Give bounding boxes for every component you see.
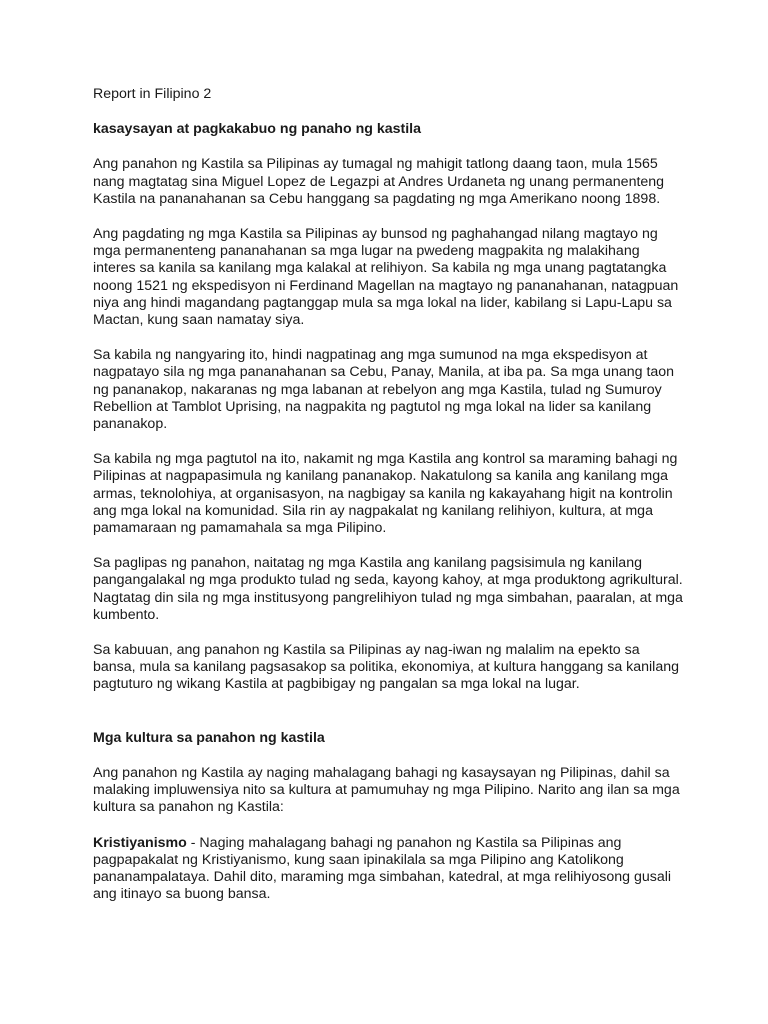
- paragraph: Ang panahon ng Kastila sa Pilipinas ay tumagal ng mahigit tatlong daang taon, mula 1565 nang magtatag sina Miguel Lopez de Legazpi at Andres Urdaneta ng unang permanenteng Kastila na pananahanan sa Cebu hanggang sa pagdating ng mga Amerikano noong 1898.: [93, 156, 665, 207]
- paragraph: Sa paglipas ng panahon, naitatag ng mga Kastila ang kanilang pagsisimula ng kanilang pangangalakal ng mga produkto tulad ng seda, kayong kahoy, at mga produktong agrikultural. Nagtatag din sila ng mga institusyong pangrelihiyon tulad ng mga simbahan, paaralan, at mga kumbento.: [93, 555, 683, 623]
- section-heading-culture: Mga kultura sa panahon ng kastila: [93, 729, 325, 746]
- paragraph: Ang pagdating ng mga Kastila sa Pilipinas ay bunsod ng paghahangad nilang magtayo ng mga permanenteng pananahanan sa mga lugar na pwedeng magpakita ng malakihang interes sa kanila sa kanilang mga kalakal at relihiyon. Sa kabila ng mga unang pagtatangka noong 1521 ng ekspedisyon ni Ferdinand Magellan na magtayo ng pananahanan, natagpuan niya ang hindi magandang pagtanggap mula sa mga lokal na lider, kabilang si Lapu-Lapu sa Mactan, kung saan namatay siya.: [93, 226, 679, 329]
- paragraph: Sa kabuuan, ang panahon ng Kastila sa Pilipinas ay nag-iwan ng malalim na epekto sa bansa, mula sa kanilang pagsasakop sa politika, ekonomiya, at kultura hanggang sa kanilang pagtuturo ng wikang Kastila at pagbibigay ng pangalan sa mga lokal na lugar.: [93, 642, 680, 693]
- paragraph: Ang panahon ng Kastila ay naging mahalagang bahagi ng kasaysayan ng Pilipinas, dahil sa malaking impluwensiya nito sa kultura at pamumuhay ng mga Pilipino. Narito ang ilan sa mga kultura sa panahon ng Kastila:: [93, 764, 680, 816]
- kristiyanismo-description: - Naging mahalagang bahagi ng panahon ng Kastila sa Pilipinas ang pagpapakalat ng Kristiyanismo, kung saan ipinakilala sa mga Pilipino ang Katolikong pananampalataya. Dahil dito, maraming mga simbahan, katedral, at mga relihiyosong gusali ang itinayo sa buong bansa.: [93, 834, 672, 903]
- document-title: Report in Filipino 2: [93, 86, 212, 102]
- document-body: [93, 86, 685, 921]
- section-heading-history: kasaysayan at pagkakabuo ng panaho ng kastila: [93, 121, 422, 138]
- term-kristiyanismo: Kristiyanismo: [93, 834, 187, 851]
- paragraph-kristiyanismo: [93, 835, 685, 904]
- paragraph: Sa kabila ng mga pagtutol na ito, nakamit ng mga Kastila ang kontrol sa maraming bahagi ng Pilipinas at nagpapasimula ng kanilang pananakop. Nakatulong sa kanila ang kanilang mga armas, teknolohiya, at organisasyon, na nagbigay sa kanila ng kakayahang higit na kontrolin ang mga lokal na komunidad. Sila rin ay nagpakalat ng kanilang relihiyon, kultura, at mga pamamaraan ng pamamahala sa mga Pilipino.: [93, 451, 678, 537]
- paragraph: Sa kabila ng nangyaring ito, hindi nagpatinag ang mga sumunod na mga ekspedisyon at nagpatayo sila ng mga pananahanan sa Cebu, Panay, Manila, at iba pa. Sa mga unang taon ng pananakop, nakaranas ng mga labanan at rebelyon ang mga Kastila, tulad ng Sumuroy Rebellion at Tamblot Uprising, na nagpakita ng pagtutol ng mga lokal na lider sa kanilang pananakop.: [93, 347, 675, 433]
